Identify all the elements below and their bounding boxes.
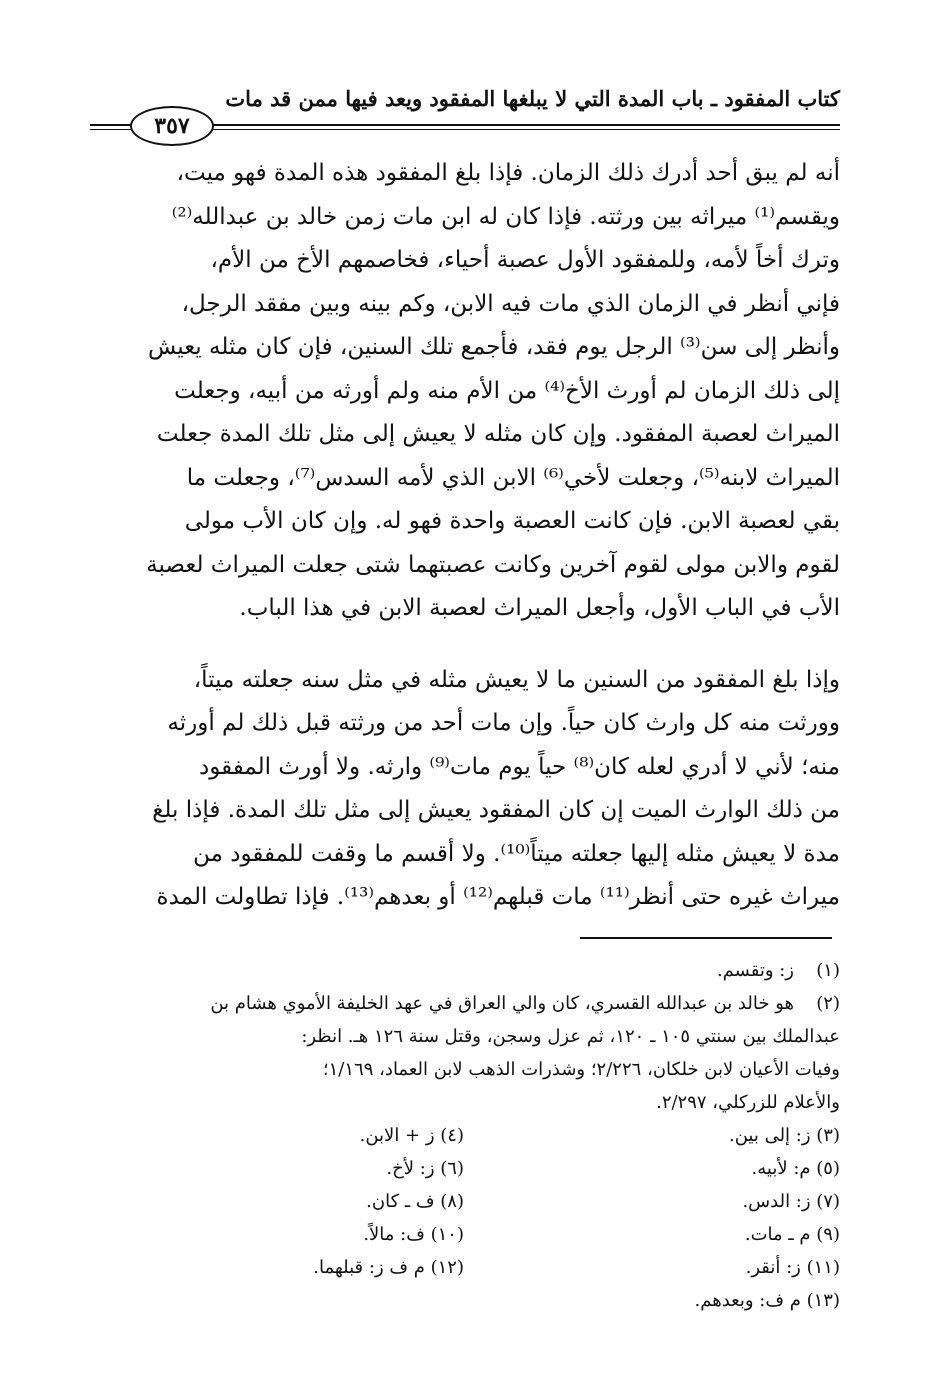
paragraph-1 — [88, 152, 840, 631]
text-line: من ذلك الوارث الميت إن كان المفقود يعيش إلى مثل تلك المدة. فإذا بلغ — [152, 797, 840, 823]
footnote-pair — [88, 1152, 840, 1185]
footnote-pair — [88, 1185, 840, 1218]
footnote-6: (٦) ز: لأخ. — [386, 1158, 464, 1179]
footnote-number: (٢) — [816, 993, 840, 1014]
text-line: وترك أخاً لأمه، وللمفقود الأول عصبة أحياء، فخاصمهم الأخ من الأم، — [210, 247, 840, 273]
text-line: مدة لا يعيش مثله إليها جعلته ميتاً⁽¹⁰⁾. ولا أقسم ما وقفت للمفقود من — [193, 840, 840, 867]
footnote-pair — [88, 1119, 840, 1152]
footnote-3: (٣) ز: إلى بين. — [728, 1125, 840, 1146]
footnote-separator — [580, 937, 832, 939]
text-line: الميراث لعصبة المفقود. وإن كان مثله لا يعيش إلى مثل تلك المدة جعلت — [156, 421, 840, 447]
text-line: الأب في الباب الأول، وأجعل الميراث لعصبة الابن في هذا الباب. — [239, 595, 840, 621]
page-header — [90, 84, 840, 142]
running-title: كتاب المفقود ـ باب المدة التي لا يبلغها المفقود ويعد فيها ممن قد مات — [225, 86, 840, 111]
text-line: وإذا بلغ المفقود من السنين ما لا يعيش مثله في مثل سنه جعلته ميتاً، — [193, 666, 840, 693]
footnote-pair — [88, 1218, 840, 1251]
text-line: لقوم والابن مولى لقوم آخرين وكانت عصبتهما شتى جعلت الميراث لعصبة — [146, 551, 840, 578]
footnote-12: (١٢) م ف ز: قبلهما. — [313, 1257, 464, 1278]
text-line: الميراث لابنه⁽⁵⁾، وجعلت لأخي⁽⁶⁾ الابن الذي لأمه السدس⁽⁷⁾، وجعلت ما — [186, 464, 840, 491]
footnote-2-line: وفيات الأعيان لابن خلكان، ٢/٢٢٦؛ وشذرات الذهب لابن العماد، ١/١٦٩؛ — [322, 1059, 840, 1080]
text-line: وورثت منه كل وارث كان حياً. وإن مات أحد من ورثته قبل ذلك لم أورثه — [167, 710, 840, 736]
footnote-8: (٨) ف ـ كان. — [366, 1191, 464, 1212]
footnote-10: (١٠) ف: مالاً. — [363, 1224, 464, 1245]
footnotes — [88, 954, 840, 1317]
text-line: ويقسم⁽¹⁾ ميراثه بين ورثته. فإذا كان له ابن مات زمن خالد بن عبدالله⁽²⁾ — [171, 203, 840, 230]
footnote-13: (١٣) م ف: وبعدهم. — [694, 1290, 840, 1311]
footnote-2-line: عبدالملك بين سنتي ١٠٥ ـ ١٢٠، ثم عزل وسجن، وقتل سنة ١٢٦ هـ. انظر: — [301, 1026, 840, 1047]
footnote-1 — [88, 954, 840, 987]
footnote-text: ز: وتقسم. — [716, 960, 794, 981]
text-line: إلى ذلك الزمان لم أورث الأخ⁽⁴⁾ من الأم منه ولم أورثه من أبيه، وجعلت — [174, 377, 840, 404]
text-line: بقي لعصبة الابن. فإن كانت العصبة واحدة فهو له. وإن كان الأب مولى — [184, 508, 840, 534]
text-line: ميراث غيره حتى أنظر⁽¹¹⁾ مات قبلهم⁽¹²⁾ أو بعدهم⁽¹³⁾. فإذا تطاولت المدة — [156, 884, 840, 910]
footnote-text: هو خالد بن عبدالله القسري، كان والي العراق في عهد الخليفة الأموي هشام بن — [210, 993, 794, 1014]
page-number: ٣٥٧ — [130, 106, 214, 146]
text-line: أنه لم يبق أحد أدرك ذلك الزمان. فإذا بلغ المفقود هذه المدة فهو ميت، — [176, 160, 840, 186]
text-line: فإني أنظر في الزمان الذي مات فيه الابن، وكم بينه وبين مفقد الرجل، — [181, 290, 840, 317]
footnote-number: (١) — [816, 960, 840, 981]
paragraph-2 — [88, 659, 840, 920]
text-line: منه؛ لأني لا أدري لعله كان⁽⁸⁾ حياً يوم مات⁽⁹⁾ وارثه. ولا أورث المفقود — [198, 753, 840, 780]
footnote-2-line: والأعلام للزركلي، ٢/٢٩٧. — [656, 1092, 840, 1113]
main-text — [88, 152, 840, 920]
footnote-9: (٩) م ـ مات. — [744, 1224, 840, 1245]
footnote-11: (١١) ز: أنقر. — [745, 1257, 840, 1278]
footnote-pair — [88, 1251, 840, 1284]
footnote-7: (٧) ز: الدس. — [742, 1191, 840, 1212]
text-line: وأنظر إلى سن⁽³⁾ الرجل يوم فقد، فأجمع تلك السنين، فإن كان مثله يعيش — [147, 334, 840, 360]
footnote-2 — [88, 987, 840, 1020]
footnote-5: (٥) م: لأبيه. — [751, 1158, 840, 1179]
footnote-4: (٤) ز + الابن. — [359, 1125, 464, 1146]
